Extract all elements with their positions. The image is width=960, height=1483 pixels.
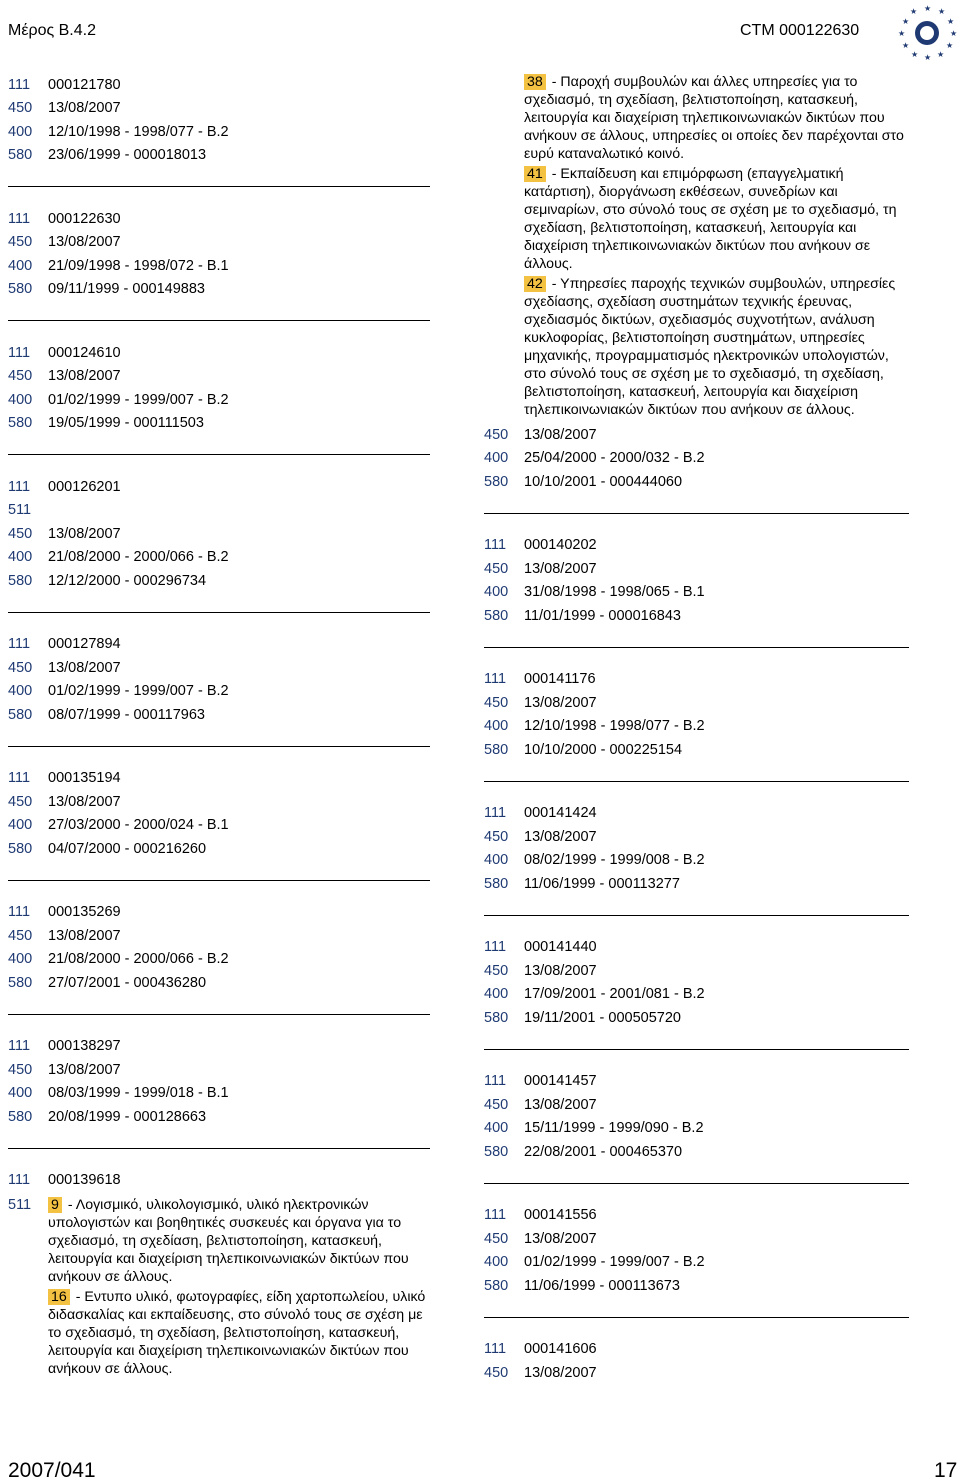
- field-row: [484, 557, 909, 581]
- field-code: 400: [484, 584, 509, 601]
- field-value: 13/08/2007: [524, 962, 597, 979]
- record-fields: [484, 423, 909, 494]
- field-value: 13/08/2007: [48, 234, 121, 251]
- field-value: 13/08/2007: [524, 426, 597, 443]
- field-value: 000141440: [524, 939, 597, 956]
- field-value: 11/01/1999 - 000016843: [524, 607, 681, 624]
- trademark-record: [8, 901, 433, 995]
- field-row: [8, 703, 433, 727]
- field-row: [8, 901, 433, 925]
- field-row: [484, 1006, 909, 1030]
- field-row: [484, 1227, 909, 1251]
- field-code: 580: [484, 875, 509, 892]
- class-number-badge: 9: [48, 1197, 62, 1213]
- field-row: [8, 680, 433, 704]
- field-row: [484, 825, 909, 849]
- svg-text:★: ★: [902, 41, 910, 50]
- field-code: 450: [8, 525, 33, 542]
- record-separator: [8, 320, 430, 321]
- trademark-record-continued: [484, 73, 909, 494]
- field-code: 511: [8, 1197, 32, 1213]
- field-code: 580: [484, 1277, 509, 1294]
- field-row: [484, 715, 909, 739]
- field-value: 13/08/2007: [524, 1096, 597, 1113]
- field-value: 15/11/1999 - 1999/090 - B.2: [524, 1120, 704, 1137]
- field-code: 450: [8, 793, 33, 810]
- field-code: 580: [8, 1108, 33, 1125]
- field-code: 400: [484, 1120, 509, 1137]
- field-code: 111: [8, 636, 31, 653]
- field-code: 511: [8, 502, 32, 519]
- footer-page-number: 17: [934, 1459, 958, 1482]
- field-value: 10/10/2001 - 000444060: [524, 473, 683, 490]
- field-code: 111: [484, 671, 507, 688]
- goods-class-paragraph: [524, 73, 909, 163]
- field-row: [484, 534, 909, 558]
- svg-text:★: ★: [937, 50, 945, 59]
- field-code: 400: [8, 257, 33, 274]
- field-code: 450: [8, 659, 33, 676]
- field-code: 580: [8, 572, 33, 589]
- class-description: - Υπηρεσίες παροχής τεχνικών συμβουλών, υπηρεσίες σχεδίασης, σχεδίαση συστημάτων τεχνικής έρευνας, σχεδιασμός δικτύων, σχεδιασμός συχνοτήτων, ανάλυση κυκλοφορίας, βελτιστοποίηση συστημάτων, υπηρεσίες μηχανικής, προγραμματισμός ηλεκτρονικών υπολογιστών, στο σύνολό τους σε σχέση με το σχεδιασμό, τη σχεδίαση, βελτιστοποίηση, κατασκευή, λειτουργία και διαχείριση τηλεπικοινωνιακών δικτύων που ανήκουν σε άλλους.: [524, 276, 896, 418]
- field-row: [484, 738, 909, 762]
- field-row: [8, 97, 433, 121]
- field-row: [8, 971, 433, 995]
- field-row: [484, 447, 909, 471]
- field-value: 09/11/1999 - 000149883: [48, 281, 205, 298]
- svg-text:★: ★: [911, 50, 919, 59]
- field-row: [484, 1204, 909, 1228]
- svg-text:★: ★: [950, 29, 958, 38]
- svg-text:★: ★: [924, 53, 932, 62]
- footer-bulletin-number: 2007/041: [8, 1459, 96, 1482]
- goods-description: [48, 1196, 433, 1380]
- svg-text:★: ★: [910, 7, 918, 16]
- field-row: [484, 1070, 909, 1094]
- field-row: [484, 691, 909, 715]
- header-ctm-number: CTM 000122630: [740, 22, 860, 39]
- field-code: 450: [8, 368, 33, 385]
- field-row: [8, 144, 433, 168]
- record-separator: [8, 454, 430, 455]
- field-code: 400: [8, 817, 33, 834]
- class-number-badge: 42: [524, 276, 546, 292]
- goods-class-paragraph: [48, 1196, 433, 1286]
- field-value: 13/08/2007: [48, 1061, 121, 1078]
- field-code: 111: [484, 939, 507, 956]
- field-row: [484, 1093, 909, 1117]
- trademark-record: [8, 207, 433, 301]
- field-value: 23/06/1999 - 000018013: [48, 147, 207, 164]
- trademark-record: [8, 767, 433, 861]
- trademark-record: [484, 936, 909, 1030]
- field-code: 580: [484, 607, 509, 624]
- field-code: 111: [8, 210, 31, 227]
- svg-text:★: ★: [947, 17, 955, 26]
- field-code: 450: [484, 694, 509, 711]
- field-value: 000124610: [48, 344, 121, 361]
- trademark-record: [484, 668, 909, 762]
- field-row: [8, 790, 433, 814]
- field-row: [8, 254, 433, 278]
- field-value: 21/08/2000 - 2000/066 - B.2: [48, 549, 229, 566]
- field-code: 450: [484, 1230, 509, 1247]
- field-value: 19/05/1999 - 000111503: [48, 415, 204, 432]
- field-row: [484, 604, 909, 628]
- field-value: 000141457: [524, 1073, 597, 1090]
- field-value: 000139618: [48, 1172, 121, 1189]
- field-row: [8, 633, 433, 657]
- field-row: [8, 475, 433, 499]
- trademark-record: [484, 1204, 909, 1298]
- field-code: 111: [8, 770, 31, 787]
- field-value: 01/02/1999 - 1999/007 - B.2: [48, 391, 229, 408]
- field-code: 400: [8, 683, 33, 700]
- field-row: [8, 278, 433, 302]
- field-code: 111: [8, 1172, 31, 1189]
- field-row: [8, 499, 433, 523]
- field-value: 31/08/1998 - 1998/065 - B.1: [524, 584, 705, 601]
- trademark-record: [8, 1169, 433, 1381]
- field-code: 450: [484, 828, 509, 845]
- field-row: [484, 423, 909, 447]
- field-row: [484, 959, 909, 983]
- field-code: 111: [8, 76, 31, 93]
- field-code: 111: [484, 1073, 507, 1090]
- field-row: [484, 936, 909, 960]
- right-column: [484, 73, 909, 1385]
- field-value: 000141176: [524, 671, 596, 688]
- field-value: 22/08/2001 - 000465370: [524, 1143, 683, 1160]
- field-row: [484, 1274, 909, 1298]
- field-value: 000127894: [48, 636, 121, 653]
- goods-class-paragraph: [48, 1288, 433, 1378]
- field-code: 400: [484, 986, 509, 1003]
- field-code: 111: [8, 478, 31, 495]
- field-code: 400: [484, 1254, 509, 1271]
- field-row: [8, 73, 433, 97]
- field-code: 580: [484, 1143, 509, 1160]
- field-value: 000141606: [524, 1341, 597, 1358]
- svg-text:★: ★: [898, 29, 906, 38]
- field-value: 21/09/1998 - 1998/072 - B.1: [48, 257, 229, 274]
- field-row: [484, 1251, 909, 1275]
- field-value: 13/08/2007: [48, 525, 121, 542]
- class-description: - Εντυπο υλικό, φωτογραφίες, είδη χαρτοπωλείου, υλικό διδασκαλίας και εκπαίδευσης, στο σύνολό τους σε σχέση με το σχεδιασμό, τη σχεδίαση, βελτιστοποίηση, κατασκευή, λειτουργία και διαχείριση τηλεπικοινωνιακών δικτύων που ανήκουν σε άλλους.: [48, 1289, 426, 1377]
- svg-text:★: ★: [946, 41, 954, 50]
- field-code: 450: [484, 1364, 509, 1381]
- field-code: 450: [8, 100, 33, 117]
- field-row: [484, 668, 909, 692]
- class-description: - Παροχή συμβουλών και άλλες υπηρεσίες για το σχεδιασμό, τη σχεδίαση, βελτιστοποίηση, κατασκευή, λειτουργία και διαχείριση τηλεπικοινωνιακών δικτύων που ανήκουν σε άλλους, υπηρεσίες οι οποίες δεν παρέχονται στο ευρύ καταναλωτικό κοινό.: [524, 74, 904, 162]
- field-value: 000138297: [48, 1038, 121, 1055]
- field-code: 400: [484, 852, 509, 869]
- field-code: 580: [8, 147, 33, 164]
- field-code: 450: [8, 927, 33, 944]
- field-value: 11/06/1999 - 000113277: [524, 875, 680, 892]
- field-value: 13/08/2007: [48, 927, 121, 944]
- field-code: 111: [8, 904, 31, 921]
- trademark-record: [484, 1070, 909, 1164]
- field-value: 17/09/2001 - 2001/081 - B.2: [524, 986, 705, 1003]
- record-separator: [484, 1049, 909, 1050]
- class-number-badge: 38: [524, 74, 546, 90]
- field-value: 000141556: [524, 1207, 597, 1224]
- field-value: 000121780: [48, 76, 121, 93]
- field-code: 580: [8, 415, 33, 432]
- field-row: [8, 1105, 433, 1129]
- field-value: 13/08/2007: [48, 100, 121, 117]
- field-code: 400: [484, 718, 509, 735]
- field-row: [8, 767, 433, 791]
- record-separator: [8, 880, 430, 881]
- field-value: 000140202: [524, 537, 597, 554]
- field-code: 400: [8, 391, 33, 408]
- field-code: 400: [8, 549, 33, 566]
- field-row: [484, 1140, 909, 1164]
- field-code: 580: [8, 974, 33, 991]
- field-code: 580: [484, 741, 509, 758]
- field-value: 13/08/2007: [48, 793, 121, 810]
- field-value: 01/02/1999 - 1999/007 - B.2: [48, 683, 229, 700]
- field-value: 12/10/1998 - 1998/077 - B.2: [524, 718, 705, 735]
- field-row: [8, 656, 433, 680]
- field-code: 450: [484, 560, 509, 577]
- trademark-record: [8, 341, 433, 435]
- field-row: [8, 1169, 433, 1193]
- field-code: 111: [484, 1207, 507, 1224]
- record-separator: [8, 612, 430, 613]
- field-row: [8, 1058, 433, 1082]
- trademark-record: [484, 802, 909, 896]
- field-value: 13/08/2007: [524, 828, 597, 845]
- field-value: 19/11/2001 - 000505720: [524, 1009, 681, 1026]
- field-row: [8, 365, 433, 389]
- left-column: [8, 73, 433, 1380]
- trademark-record: [484, 534, 909, 628]
- field-code: 400: [8, 1085, 33, 1102]
- field-row: [8, 207, 433, 231]
- field-code: 580: [8, 840, 33, 857]
- field-row: [8, 388, 433, 412]
- field-code: 580: [484, 1009, 509, 1026]
- field-code: 450: [484, 426, 509, 443]
- field-value: 27/03/2000 - 2000/024 - B.1: [48, 817, 229, 834]
- field-row: [8, 341, 433, 365]
- field-row: [484, 983, 909, 1007]
- services-description: [524, 73, 909, 421]
- goods-entry: [484, 73, 909, 421]
- field-row: [8, 120, 433, 144]
- ohim-logo-icon: [896, 2, 958, 64]
- field-row: [8, 546, 433, 570]
- field-row: [8, 231, 433, 255]
- field-value: 11/06/1999 - 000113673: [524, 1277, 680, 1294]
- class-number-badge: 16: [48, 1289, 70, 1305]
- field-row: [484, 470, 909, 494]
- field-code: 111: [8, 1038, 31, 1055]
- field-code: 450: [8, 234, 33, 251]
- field-value: 13/08/2007: [48, 659, 121, 676]
- field-value: 12/12/2000 - 000296734: [48, 572, 207, 589]
- field-row: [8, 814, 433, 838]
- field-row: [8, 1035, 433, 1059]
- record-separator: [8, 186, 430, 187]
- field-row: [484, 1361, 909, 1385]
- field-row: [8, 522, 433, 546]
- field-value: 25/04/2000 - 2000/032 - B.2: [524, 450, 705, 467]
- svg-text:★: ★: [902, 17, 910, 26]
- field-code: 400: [8, 123, 33, 140]
- field-value: 13/08/2007: [524, 1230, 597, 1247]
- record-separator: [484, 915, 909, 916]
- field-value: 000126201: [48, 478, 121, 495]
- field-row: [484, 1338, 909, 1362]
- trademark-record: [8, 73, 433, 167]
- field-code: 450: [8, 1061, 33, 1078]
- header-section: Μέρος Β.4.2: [8, 22, 96, 39]
- goods-entry: [8, 1196, 433, 1380]
- field-value: 13/08/2007: [524, 694, 597, 711]
- field-code: 580: [484, 473, 509, 490]
- field-code: 580: [8, 281, 33, 298]
- class-description: - Λογισμικό, υλικολογισμικό, υλικό ηλεκτρονικών υπολογιστών και βοηθητικές συσκευές και όργανα για το σχεδιασμό, τη σχεδίαση, βελτιστοποίηση, κατασκευή, λειτουργία και διαχείριση τηλεπικοινωνιακών δικτύων που ανήκουν σε άλλους.: [48, 1197, 409, 1285]
- field-value: 000135194: [48, 770, 121, 787]
- record-separator: [8, 1148, 430, 1149]
- field-code: 450: [484, 962, 509, 979]
- field-value: 10/10/2000 - 000225154: [524, 741, 683, 758]
- record-separator: [8, 746, 430, 747]
- record-separator: [8, 1014, 430, 1015]
- field-row: [8, 924, 433, 948]
- svg-text:★: ★: [924, 4, 932, 13]
- class-description: - Εκπαίδευση και επιμόρφωση (επαγγελματική κατάρτιση), διοργάνωση εκθέσεων, συνεδρίων και σεμιναρίων, στο σύνολό τους σε σχέση με το σχεδιασμό, τη σχεδίαση, βελτιστοποίηση, κατασκευή, λειτουργία και διαχείριση τηλεπικοινωνιακών δικτύων που ανήκουν σε άλλους.: [524, 166, 897, 272]
- trademark-record: [8, 475, 433, 593]
- field-value: 13/08/2007: [524, 560, 597, 577]
- field-row: [484, 581, 909, 605]
- field-row: [8, 837, 433, 861]
- goods-class-paragraph: [524, 275, 909, 419]
- field-code: 111: [484, 1341, 507, 1358]
- field-code: 111: [484, 537, 507, 554]
- field-value: 000122630: [48, 210, 121, 227]
- field-value: 27/07/2001 - 000436280: [48, 974, 207, 991]
- svg-text:★: ★: [938, 7, 946, 16]
- field-value: 08/02/1999 - 1999/008 - B.2: [524, 852, 705, 869]
- field-code: 450: [484, 1096, 509, 1113]
- field-row: [8, 569, 433, 593]
- field-row: [8, 1082, 433, 1106]
- record-separator: [484, 647, 909, 648]
- field-value: 01/02/1999 - 1999/007 - B.2: [524, 1254, 705, 1271]
- field-value: 21/08/2000 - 2000/066 - B.2: [48, 951, 229, 968]
- field-code: 111: [8, 344, 31, 361]
- field-value: 13/08/2007: [524, 1364, 597, 1381]
- trademark-record: [8, 1035, 433, 1129]
- field-row: [8, 948, 433, 972]
- field-code: 111: [484, 805, 507, 822]
- field-code: 580: [8, 706, 33, 723]
- record-separator: [484, 1317, 909, 1318]
- field-value: 04/07/2000 - 000216260: [48, 840, 207, 857]
- class-number-badge: 41: [524, 166, 546, 182]
- field-code: 400: [484, 450, 509, 467]
- field-value: 08/03/1999 - 1999/018 - B.1: [48, 1085, 229, 1102]
- field-row: [484, 802, 909, 826]
- field-row: [484, 872, 909, 896]
- trademark-record: [484, 1338, 909, 1385]
- field-row: [484, 1117, 909, 1141]
- record-separator: [484, 1183, 909, 1184]
- record-separator: [484, 513, 909, 514]
- trademark-record: [8, 633, 433, 727]
- field-row: [8, 412, 433, 436]
- field-value: 08/07/1999 - 000117963: [48, 706, 205, 723]
- field-value: 20/08/1999 - 000128663: [48, 1108, 207, 1125]
- field-value: 000141424: [524, 805, 597, 822]
- field-value: 000135269: [48, 904, 121, 921]
- field-value: 12/10/1998 - 1998/077 - B.2: [48, 123, 229, 140]
- field-value: 13/08/2007: [48, 368, 121, 385]
- record-separator: [484, 781, 909, 782]
- goods-class-paragraph: [524, 165, 909, 273]
- field-row: [484, 849, 909, 873]
- field-code: 400: [8, 951, 33, 968]
